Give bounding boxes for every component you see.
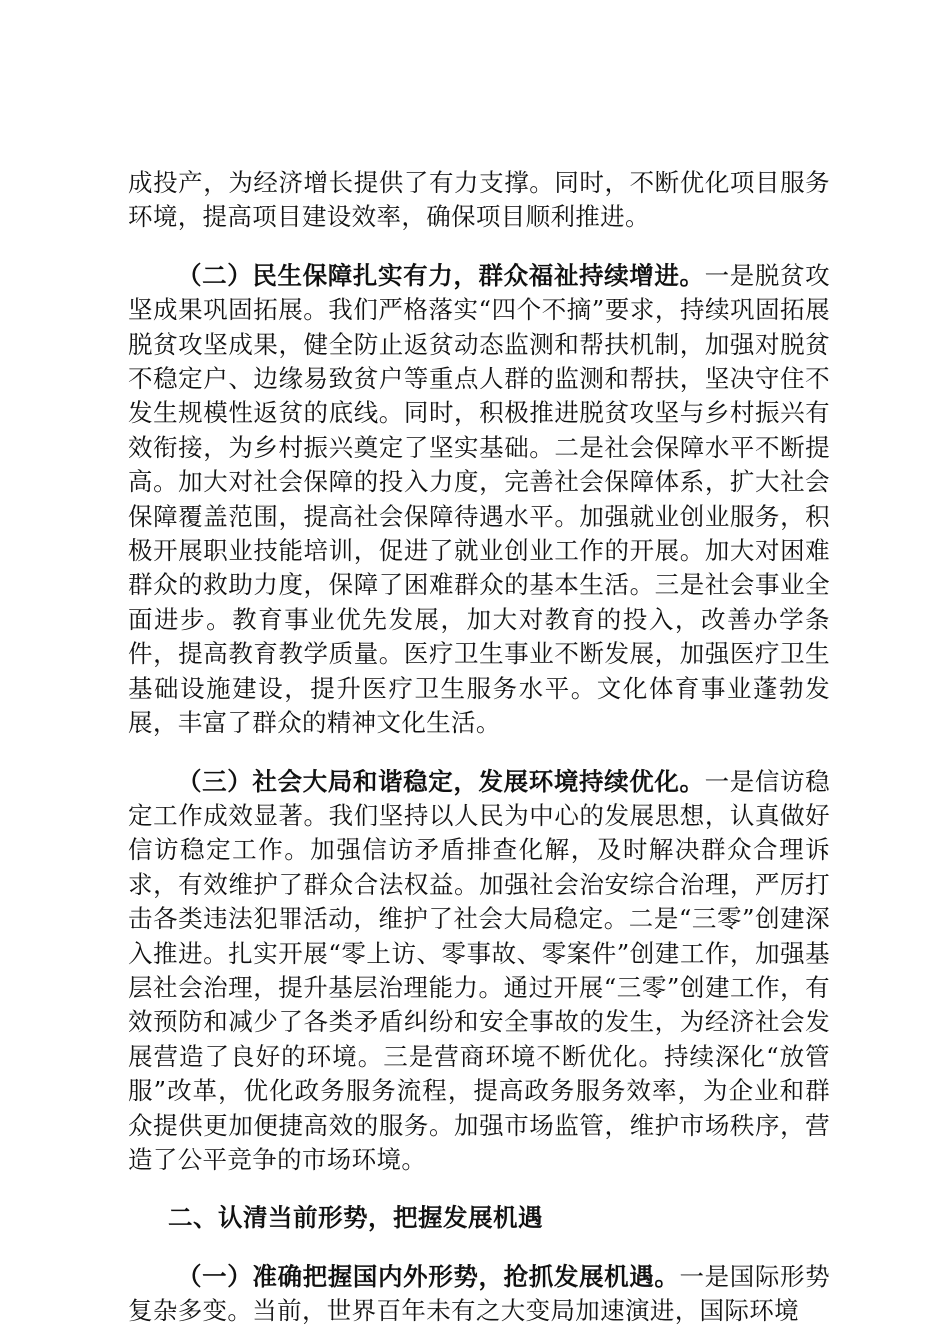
paragraph-situation: [128, 1260, 830, 1329]
subheading-stability: （三）社会大局和谐稳定，发展环境持续优化。: [177, 766, 705, 796]
paragraph-text: 一是信访稳定工作成效显著。我们坚持以人民为中心的发展思想，认真做好信访稳定工作。加强信访矛盾排查化解，及时解决群众合理诉求，有效维护了群众合法权益。加强社会治安综合治理，严厉打击各类违法犯罪活动，维护了社会大局稳定。二是“三零”创建深入推进。扎实开展“零上访、零事故、零案件”创建工作，加强基层社会治理，提升基层治理能力。通过开展“三零”创建工作，有效预防和减少了各类矛盾纠纷和安全事故的发生，为经济社会发展营造了良好的环境。三是营商环境不断优化。持续深化“放管服”改革，优化政务服务流程，提高政务服务效率，为企业和群众提供更加便捷高效的服务。加强市场监管，维护市场秩序，营造了公平竞争的市场环境。: [128, 766, 830, 1174]
paragraph-text: 成投产，为经济增长提供了有力支撑。同时，不断优化项目服务环境，提高项目建设效率，确保项目顺利推进。: [128, 168, 830, 232]
document-page: [128, 166, 830, 1329]
paragraph-livelihood: [128, 259, 830, 741]
paragraph-stability: [128, 765, 830, 1178]
section-heading-situation: 二、认清当前形势，把握发展机遇: [168, 1203, 543, 1233]
subheading-situation: （一）准确把握国内外形势，抢抓发展机遇。: [177, 1261, 680, 1291]
paragraph-text: 一是国际形势复杂多变。当前，世界百年未有之大变局加速演进，国际环境: [128, 1261, 830, 1326]
paragraph-text: 一是脱贫攻坚成果巩固拓展。我们严格落实“四个不摘”要求，持续巩固拓展脱贫攻坚成果，健全防止返贫动态监测和帮扶机制，加强对脱贫不稳定户、边缘易致贫户等重点人群的监测和帮扶，坚决守住不发生规模性返贫的底线。同时，积极推进脱贫攻坚与乡村振兴有效衔接，为乡村振兴奠定了坚实基础。二是社会保障水平不断提高。加大对社会保障的投入力度，完善社会保障体系，扩大社会保障覆盖范围，提高社会保障待遇水平。加强就业创业服务，积极开展职业技能培训，促进了就业创业工作的开展。加大对困难群众的救助力度，保障了困难群众的基本生活。三是社会事业全面进步。教育事业优先发展，加大对教育的投入，改善办学条件，提高教育教学质量。医疗卫生事业不断发展，加强医疗卫生基础设施建设，提升医疗卫生服务水平。文化体育事业蓬勃发展，丰富了群众的精神文化生活。: [128, 260, 830, 738]
subheading-livelihood: （二）民生保障扎实有力，群众福祉持续增进。: [177, 260, 705, 290]
paragraph-project-service: [128, 166, 830, 235]
